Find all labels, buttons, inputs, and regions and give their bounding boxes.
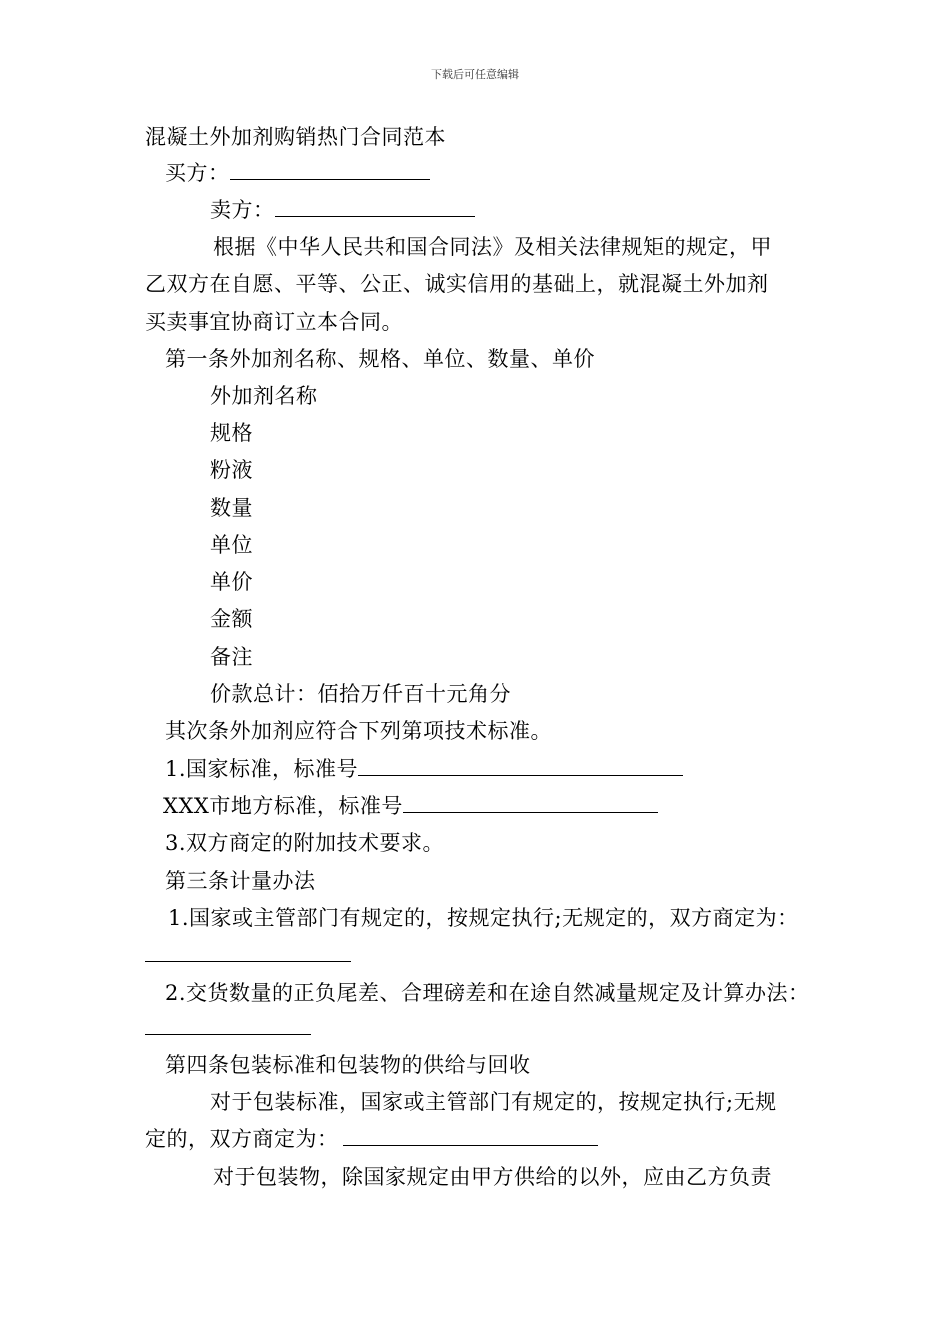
packaging-material-line1: 对于包装物，除国家规定由甲方供给的以外，应由乙方负责 xyxy=(213,1165,772,1189)
seller-line xyxy=(210,196,475,224)
buyer-label: 买方： xyxy=(165,161,230,185)
article2-item2 xyxy=(163,792,658,820)
seller-blank xyxy=(275,196,475,217)
article1-item: 粉液 xyxy=(210,458,253,482)
intro-line: 乙双方在自愿、平等、公正、诚实信用的基础上，就混凝土外加剂 xyxy=(145,272,769,296)
document-title: 混凝土外加剂购销热门合同范本 xyxy=(145,125,446,149)
article1-item: 金额 xyxy=(210,607,253,631)
local-standard-blank xyxy=(403,792,658,813)
article1-item: 备注 xyxy=(210,645,253,669)
article1-item: 数量 xyxy=(210,496,253,520)
buyer-line xyxy=(165,159,430,187)
article4-heading: 第四条包装标准和包装物的供给与回收 xyxy=(165,1053,531,1077)
intro-line: 根据《中华人民共和国合同法》及相关法律规矩的规定，甲 xyxy=(213,235,772,259)
article3-item1: 1.国家或主管部门有规定的，按规定执行;无规定的，双方商定为： xyxy=(168,906,799,930)
article2-item3: 3.双方商定的附加技术要求。 xyxy=(165,831,445,855)
page-header: 下载后可任意编辑 xyxy=(431,68,519,81)
article1-item: 单价 xyxy=(210,570,253,594)
measurement-blank xyxy=(145,961,351,962)
packaging-standard-blank xyxy=(343,1125,598,1146)
national-standard-blank xyxy=(358,755,683,776)
article3-heading: 第三条计量办法 xyxy=(165,869,316,893)
seller-label: 卖方： xyxy=(210,198,275,222)
article3-item2: 2.交货数量的正负尾差、合理磅差和在途自然减量规定及计算办法： xyxy=(165,981,810,1005)
price-total: 价款总计：佰拾万仟百十元角分 xyxy=(210,682,511,706)
tolerance-blank-line xyxy=(145,1014,311,1042)
article2-heading: 其次条外加剂应符合下列第项技术标准。 xyxy=(165,719,552,743)
article1-item: 外加剂名称 xyxy=(210,384,318,408)
packaging-standard-label: 定的，双方商定为： xyxy=(145,1127,339,1151)
intro-line: 买卖事宜协商订立本合同。 xyxy=(145,310,403,334)
local-standard-label: XXX市地方标准，标准号 xyxy=(163,794,403,818)
article2-item1 xyxy=(165,755,683,783)
article1-heading: 第一条外加剂名称、规格、单位、数量、单价 xyxy=(165,347,595,371)
article1-item: 单位 xyxy=(210,533,253,557)
buyer-blank xyxy=(230,159,430,180)
national-standard-label: 1.国家标准，标准号 xyxy=(165,757,359,781)
tolerance-blank xyxy=(145,1014,311,1035)
article1-item: 规格 xyxy=(210,421,253,445)
packaging-standard-line2 xyxy=(145,1125,598,1153)
packaging-standard-line1: 对于包装标准，国家或主管部门有规定的，按规定执行;无规 xyxy=(210,1090,777,1114)
